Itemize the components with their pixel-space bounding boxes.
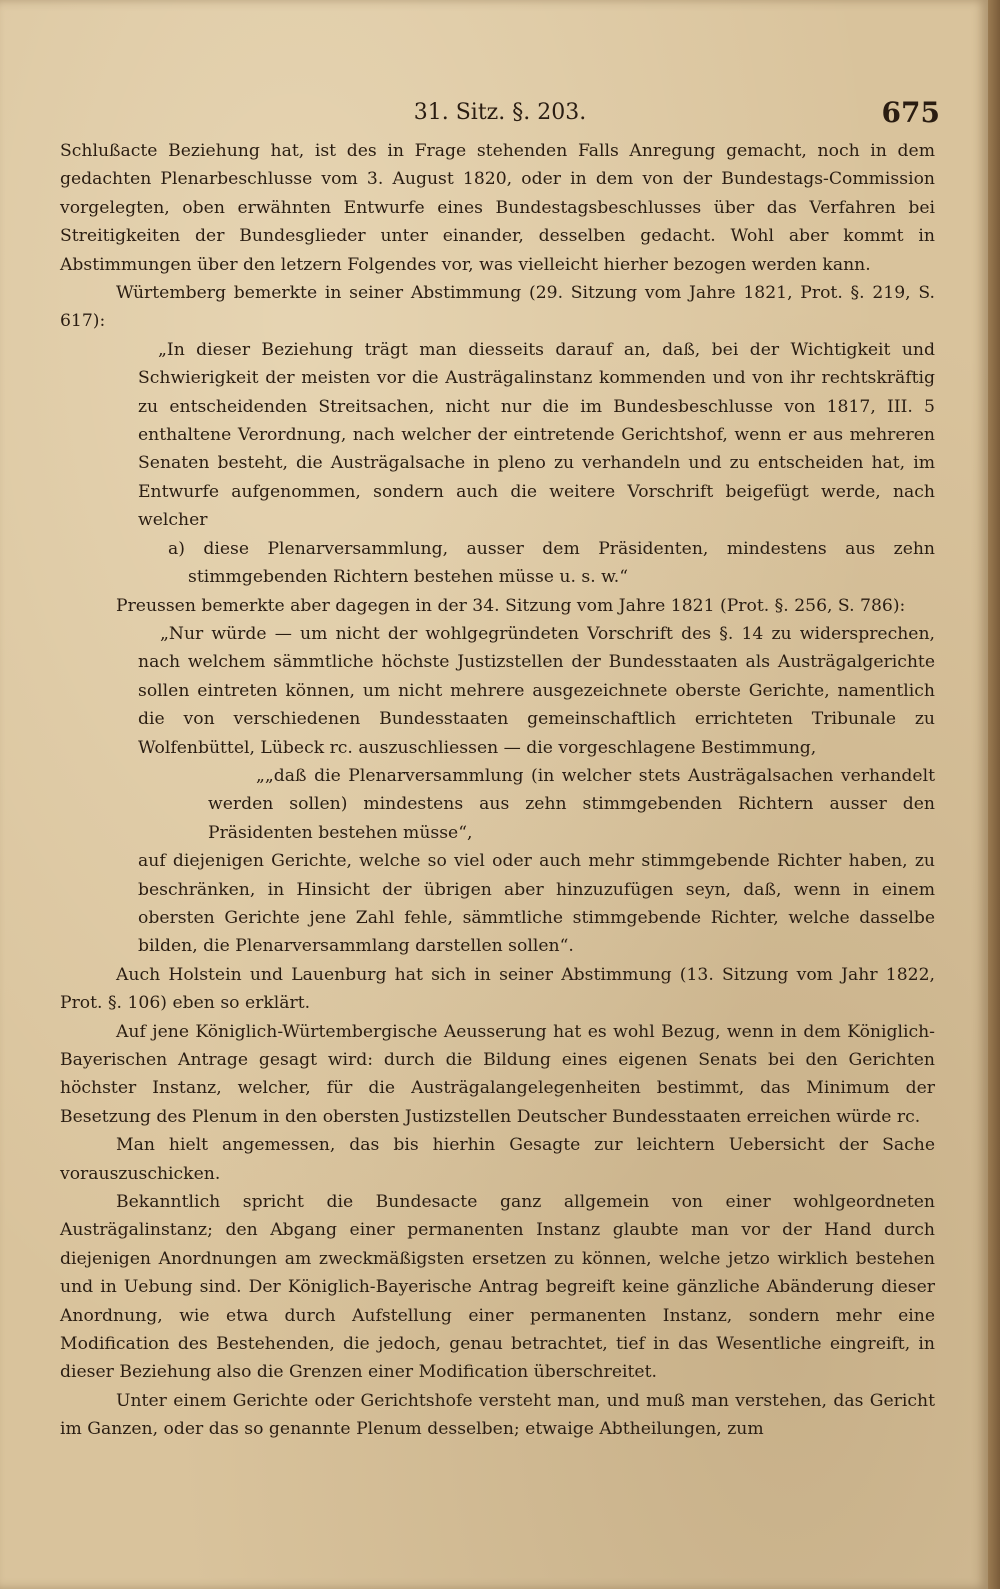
paragraph: Man hielt angemessen, das bis hierhin Gesagte zur leichtern Uebersicht der Sache vorauszuschicken.	[60, 1135, 935, 1184]
paragraph: Auch Holstein und Lauenburg hat sich in seiner Abstimmung (13. Sitzung vom Jahr 1822, Prot. §. 106) eben so erklärt.	[60, 964, 935, 1014]
paragraph: Schlußacte Beziehung hat, ist des in Frage stehenden Falls Anregung gemacht, noch in dem gedachten Plenarbeschlusse vom 3. August 1820, oder in dem von der Bundestags-Commission vorgelegten, oben erwähnten Entwurfe eines Bundestagsbeschlusses über das Verfahren bei Streitigkeiten der Bundesglieder unter einander, desselben gedacht. Wohl aber kommt in Abstimmungen über den letzern Folgendes vor, was vielleicht hierher bezogen werden kann.	[60, 141, 935, 275]
page-body	[60, 137, 935, 1444]
quotation: auf diejenigen Gerichte, welche so viel oder auch mehr stimmgebende Richter haben, zu beschränken, in Hinsicht der übrigen aber hinzuzufügen seyn, daß, wenn in einem obersten Gerichte jene Zahl fehle, sämmtliche stimmgebende Richter, welche dasselbe bilden, die Plenarversammlang darstellen sollen“.	[138, 851, 935, 957]
running-title: 31. Sitz. §. 203.	[413, 100, 587, 125]
quotation: „In dieser Beziehung trägt man diesseits darauf an, daß, bei der Wichtigkeit und Schwierigkeit der meisten vor die Austrägalinstanz kommenden und von ihr rechtskräftig zu entscheidenden Streitsachen, nicht nur die im Bundesbeschlusse von 1817, III. 5 enthaltene Verordnung, nach welcher der eintretende Gerichtshof, wenn er aus mehreren Senaten besteht, die Austrägalsache in pleno zu verhandeln und zu entscheiden hat, im Entwurfe aufgenommen, sondern auch die weitere Vorschrift beigefügt werde, nach welcher	[138, 339, 935, 531]
paragraph: Auf jene Königlich-Würtembergische Aeusserung hat es wohl Bezug, wenn in dem Königlich-Bayerischen Antrage gesagt wird: durch die Bildung eines eigenen Senats bei den Gerichten höchster Instanz, welcher, für die Austrägalangelegenheiten bestimmt, das Minimum der Besetzung des Plenum in den obersten Justizstellen Deutscher Bundesstaaten erreichen würde rc.	[60, 1021, 935, 1127]
quotation: „Nur würde — um nicht der wohlgegründeten Vorschrift des §. 14 zu widersprechen, nach welchem sämmtliche höchste Justizstellen der Bundesstaaten als Austrägalgerichte sollen eintreten können, um nicht mehrere ausgezeichnete oberste Gerichte, namentlich die von verschiedenen Bundesstaaten gemeinschaftlich errichteten Tribunale zu Wolfenbüttel, Lübeck rc. auszuschliessen — die vorgeschlagene Bestimmung,	[138, 623, 935, 758]
paragraph: Würtemberg bemerkte in seiner Abstimmung (29. Sitzung vom Jahre 1821, Prot. §. 219, S. 617):	[60, 283, 935, 332]
nested-quotation: „„daß die Plenarversammlung (in welcher stets Austrägalsachen verhandelt werden sollen) mindestens aus zehn stimmgebenden Richtern ausser den Präsidenten bestehen müsse“,	[208, 765, 935, 843]
list-item: a) diese Plenarversammlung, ausser dem Präsidenten, mindestens aus zehn stimmgebenden Richtern bestehen müsse u. s. w.“	[168, 538, 935, 588]
paragraph: Bekanntlich spricht die Bundesacte ganz allgemein von einer wohlgeordneten Austrägalinstanz; den Abgang einer permanenten Instanz glaubte man vor der Hand durch diejenigen Anordnungen am zweckmäßigsten ersetzen zu können, welche jetzo wirklich bestehen und in Uebung sind. Der Königlich-Bayerische Antrag begreift keine gänzliche Abänderung dieser Anordnung, wie etwa durch Aufstellung einer permanenten Instanz, sondern mehr eine Modification des Bestehenden, die jedoch, genau betrachtet, tief in das Wesentliche eingreift, in dieser Beziehung also die Grenzen einer Modification überschreitet.	[60, 1192, 935, 1383]
page-number: 675	[881, 96, 940, 129]
paragraph: Unter einem Gerichte oder Gerichtshofe versteht man, und muß man verstehen, das Gericht im Ganzen, oder das so genannte Plenum desselben; etwaige Abtheilungen, zum	[60, 1390, 935, 1440]
page-header	[60, 96, 940, 130]
page-edge	[988, 0, 1000, 1589]
paragraph: Preussen bemerkte aber dagegen in der 34. Sitzung vom Jahre 1821 (Prot. §. 256, S. 786):	[116, 595, 906, 616]
